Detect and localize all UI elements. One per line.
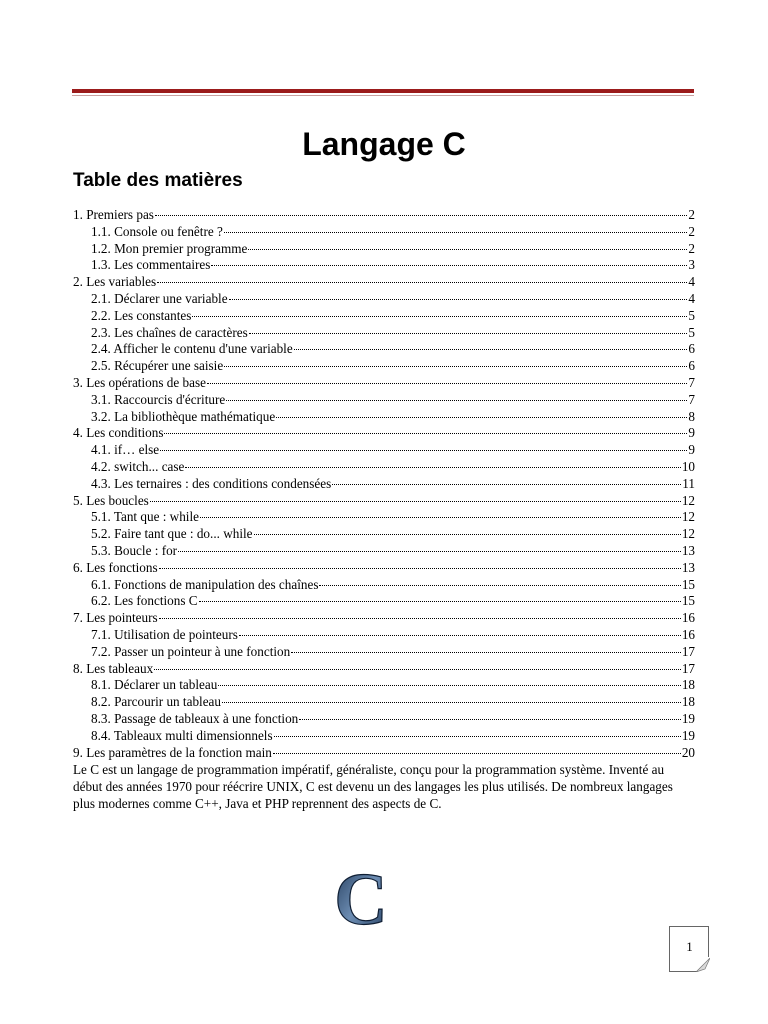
toc-entry-title: 1.3. Les commentaires [91, 257, 211, 273]
toc-entry-title: 7. Les pointeurs [73, 610, 158, 626]
toc-entry-page: 7 [688, 374, 695, 390]
toc-leader-dots [199, 600, 681, 602]
toc-entry[interactable] [73, 409, 695, 426]
toc-entry[interactable] [73, 274, 695, 291]
toc-leader-dots [192, 315, 687, 317]
toc-entry[interactable] [73, 459, 695, 476]
toc-entry-title: 1.1. Console ou fenêtre ? [91, 223, 223, 239]
toc-entry-title: 2.3. Les chaînes de caractères [91, 324, 248, 340]
toc-entry-page: 15 [681, 593, 695, 609]
toc-entry[interactable] [73, 207, 695, 224]
toc-leader-dots [157, 281, 687, 283]
logo-letter: C [334, 866, 388, 930]
toc-leader-dots [239, 634, 681, 636]
toc-entry-page: 13 [681, 559, 695, 575]
toc-entry-page: 9 [688, 425, 695, 441]
toc-entry-page: 13 [681, 542, 695, 558]
toc-entry-page: 15 [681, 576, 695, 592]
toc-entry[interactable] [73, 526, 695, 543]
toc-leader-dots [164, 432, 687, 434]
toc-entry[interactable] [73, 241, 695, 258]
page-number: 1 [686, 939, 693, 954]
toc-entry-title: 3.1. Raccourcis d'écriture [91, 391, 226, 407]
toc-entry-page: 12 [681, 526, 695, 542]
toc-leader-dots [274, 735, 681, 737]
document-title: Langage C [302, 126, 466, 162]
toc-entry-title: 5.2. Faire tant que : do... while [91, 526, 253, 542]
toc-entry[interactable] [73, 257, 695, 274]
toc-entry-title: 3.2. La bibliothèque mathématique [91, 408, 276, 424]
toc-entry-page: 16 [681, 610, 695, 626]
toc-leader-dots [294, 348, 688, 350]
toc-entry-title: 4.3. Les ternaires : des conditions condensées [91, 475, 332, 491]
toc-leader-dots [299, 718, 681, 720]
toc-entry[interactable] [73, 325, 695, 342]
toc-entry-title: 7.2. Passer un pointeur à une fonction [91, 643, 291, 659]
toc-entry-title: 6.2. Les fonctions C [91, 593, 198, 609]
toc-leader-dots [248, 248, 687, 250]
toc-leader-dots [222, 701, 681, 703]
toc-entry[interactable] [73, 661, 695, 678]
toc-entry-page: 17 [681, 660, 695, 676]
toc-entry[interactable] [73, 644, 695, 661]
page-number-box [669, 926, 709, 972]
toc-entry[interactable] [73, 341, 695, 358]
toc-entry-title: 8.3. Passage de tableaux à une fonction [91, 710, 299, 726]
toc-entry-page: 10 [681, 458, 695, 474]
toc-entry-page: 19 [681, 710, 695, 726]
toc-entry-title: 5.1. Tant que : while [91, 509, 199, 525]
toc-entry-title: 5. Les boucles [73, 492, 149, 508]
toc-entry-page: 2 [688, 240, 695, 256]
toc-leader-dots [150, 500, 681, 502]
toc-entry-title: 2.4. Afficher le contenu d'une variable [91, 341, 293, 357]
toc-leader-dots [224, 231, 688, 233]
toc-leader-dots [178, 550, 681, 552]
toc-entry[interactable] [73, 476, 695, 493]
toc-entry-page: 11 [682, 475, 695, 491]
toc-leader-dots [155, 214, 687, 216]
toc-heading: Table des matières [73, 170, 243, 191]
toc-entry-page: 5 [688, 307, 695, 323]
toc-entry[interactable] [73, 593, 695, 610]
toc-entry[interactable] [73, 677, 695, 694]
toc-entry-page: 4 [688, 274, 695, 290]
toc-leader-dots [273, 752, 681, 754]
table-of-contents [73, 207, 695, 761]
toc-entry-page: 6 [688, 341, 695, 357]
toc-entry-page: 17 [681, 643, 695, 659]
toc-entry[interactable] [73, 543, 695, 560]
toc-leader-dots [211, 264, 687, 266]
toc-entry-title: 8. Les tableaux [73, 660, 154, 676]
toc-leader-dots [226, 399, 687, 401]
toc-leader-dots [224, 365, 687, 367]
toc-entry[interactable] [73, 358, 695, 375]
toc-entry-title: 9. Les paramètres de la fonction main [73, 744, 272, 760]
toc-entry-page: 16 [681, 626, 695, 642]
toc-leader-dots [229, 298, 688, 300]
toc-entry[interactable] [73, 728, 695, 745]
intro-paragraph: Le C est un langage de programmation impératif, généraliste, conçu pour la programmation système. Inventé au début des années 1970 pour réécrire UNIX, C est devenu un des langages les plus utilisés. De nombreux langages plus modernes comme C++, Java et PHP reprennent des aspects de C. [73, 762, 673, 811]
toc-entry-title: 2.1. Déclarer une variable [91, 290, 228, 306]
toc-entry-title: 4. Les conditions [73, 425, 164, 441]
toc-entry-title: 4.1. if… else [91, 442, 160, 458]
toc-entry[interactable] [73, 308, 695, 325]
toc-entry-page: 6 [688, 358, 695, 374]
toc-entry-page: 5 [688, 324, 695, 340]
toc-entry-title: 8.2. Parcourir un tableau [91, 694, 222, 710]
toc-entry[interactable] [73, 224, 695, 241]
toc-leader-dots [332, 483, 681, 485]
toc-entry-page: 4 [688, 290, 695, 306]
toc-entry-page: 12 [681, 492, 695, 508]
toc-entry-title: 1.2. Mon premier programme [91, 240, 248, 256]
toc-entry-title: 3. Les opérations de base [73, 374, 206, 390]
toc-entry-title: 7.1. Utilisation de pointeurs [91, 626, 238, 642]
toc-entry-page: 19 [681, 727, 695, 743]
toc-entry-title: 8.1. Déclarer un tableau [91, 677, 218, 693]
toc-entry-page: 18 [681, 694, 695, 710]
toc-entry-title: 6. Les fonctions [73, 559, 158, 575]
toc-entry[interactable] [73, 509, 695, 526]
toc-leader-dots [276, 416, 687, 418]
toc-entry[interactable] [73, 627, 695, 644]
toc-entry-page: 7 [688, 391, 695, 407]
toc-leader-dots [159, 617, 681, 619]
toc-entry-title: 4.2. switch... case [91, 458, 185, 474]
toc-entry[interactable] [73, 711, 695, 728]
toc-entry-page: 20 [681, 744, 695, 760]
toc-entry-title: 5.3. Boucle : for [91, 542, 178, 558]
toc-entry-page: 8 [688, 408, 695, 424]
page-curl-icon [696, 958, 710, 972]
toc-entry[interactable] [73, 560, 695, 577]
toc-leader-dots [154, 668, 681, 670]
toc-leader-dots [291, 651, 681, 653]
c-language-logo [326, 866, 396, 930]
toc-leader-dots [249, 332, 688, 334]
toc-entry-page: 2 [688, 207, 695, 222]
toc-entry-page: 2 [688, 223, 695, 239]
toc-entry[interactable] [73, 577, 695, 594]
toc-entry-title: 2.2. Les constantes [91, 307, 192, 323]
toc-leader-dots [159, 567, 681, 569]
toc-entry-title: 6.1. Fonctions de manipulation des chaînes [91, 576, 319, 592]
toc-leader-dots [185, 466, 680, 468]
toc-entry[interactable] [73, 493, 695, 510]
toc-leader-dots [218, 684, 680, 686]
toc-entry[interactable] [73, 291, 695, 308]
toc-leader-dots [160, 449, 687, 451]
toc-entry[interactable] [73, 610, 695, 627]
toc-entry-page: 9 [688, 442, 695, 458]
toc-entry-title: 8.4. Tableaux multi dimensionnels [91, 727, 273, 743]
toc-entry-title: 1. Premiers pas [73, 207, 154, 222]
toc-leader-dots [254, 533, 681, 535]
toc-leader-dots [200, 516, 681, 518]
toc-entry-page: 18 [681, 677, 695, 693]
toc-entry[interactable] [73, 745, 695, 762]
toc-entry[interactable] [73, 392, 695, 409]
toc-entry-title: 2. Les variables [73, 274, 157, 290]
toc-entry-page: 12 [681, 509, 695, 525]
header-rule [72, 89, 694, 93]
toc-entry[interactable] [73, 694, 695, 711]
toc-entry[interactable] [73, 425, 695, 442]
toc-entry-page: 3 [688, 257, 695, 273]
toc-entry[interactable] [73, 375, 695, 392]
toc-entry[interactable] [73, 442, 695, 459]
header-rule-thin [72, 95, 694, 96]
toc-leader-dots [207, 382, 687, 384]
toc-leader-dots [319, 584, 680, 586]
toc-entry-title: 2.5. Récupérer une saisie [91, 358, 224, 374]
